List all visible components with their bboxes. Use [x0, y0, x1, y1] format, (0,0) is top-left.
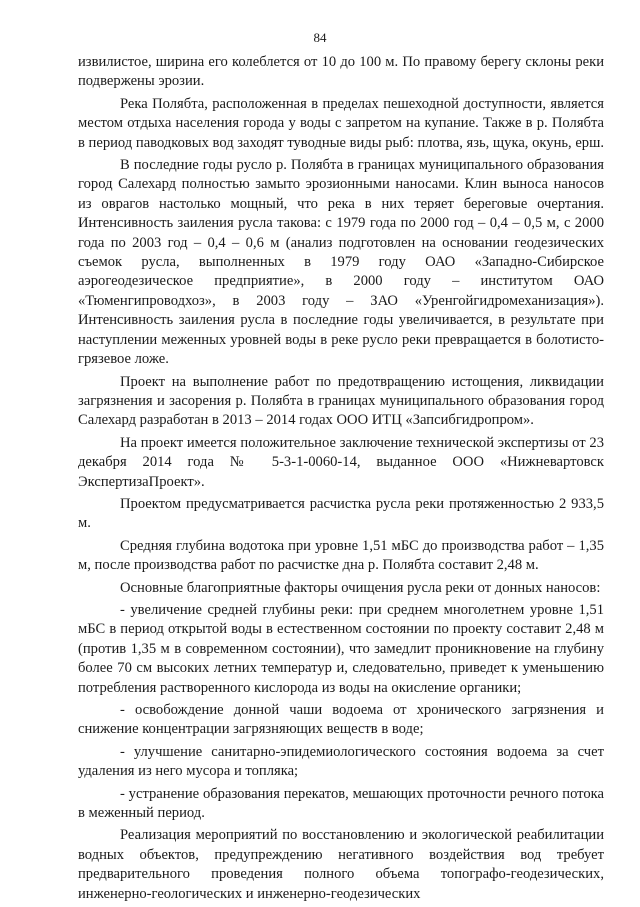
document-body [78, 53, 604, 907]
paragraph: Река Полябта, расположенная в пределах пешеходной доступности, является местом отдыха населения города у воды с запретом на купание. Также в р. Полябта в период паводковых вод заходят туводные виды рыб: плотва, язь, щука, окунь, ерш. [78, 95, 604, 151]
paragraph: извилистое, ширина его колеблется от 10 до 100 м. По правому берегу склоны реки подвержены эрозии. [78, 54, 604, 90]
paragraph: Средняя глубина водотока при уровне 1,51 мБС до производства работ – 1,35 м, после производства работ по расчистке дна р. Полябта составит 2,48 м. [78, 537, 604, 574]
list-item: - устранение образования перекатов, мешающих проточности речного потока в меженный период. [78, 785, 604, 822]
list-item: - увеличение средней глубины реки: при среднем многолетнем уровне 1,51 мБС в период открытой воды в естественном состоянии по проекту составит 2,48 м (против 1,35 м в современном состоянии), что замедлит проникновение на глубину более 70 см высоких летних температур и, следовательно, приведет к уменьшению потребления растворенного кислорода из воды на окисление органики; [78, 601, 604, 696]
list-item: - улучшение санитарно-эпидемиологического состояния водоема за счет удаления из него мусора и топляка; [78, 743, 604, 780]
paragraph: В последние годы русло р. Полябта в границах муниципального образования город Салехард полностью замыто эрозионными наносами. Клин выноса наносов из оврагов настолько мощный, что река в них теряет береговые очертания. Интенсивность заиления русла такова: с 1979 года по 2000 год – 0,4 – 0,5 м, с 2000 года по 2003 год – 0,4 – 0,6 м (анализ подготовлен на основании геодезических съемок русла, выполненных в 1979 году ОАО «Западно-Сибирское аэрогеодезическое предприятие», в 2000 году – институтом ОАО «Тюменгипроводхоз», в 2003 году – ЗАО «Уренгойгидромеханизация»). Интенсивность заиления русла в последние годы увеличивается, в результате при наступлении меженных уровней воды в реке русло реки превращается в болотисто-грязевое ложе. [78, 157, 604, 368]
paragraph: Реализация мероприятий по восстановлению и экологической реабилитации водных объектов, предупреждению негативного воздействия вод требует предварительного проведения полного объема топографо-геодезических, инженерно-геологических и инженерно-геодезических [78, 827, 604, 902]
page-number: 84 [313, 30, 327, 45]
paragraph: На проект имеется положительное заключение технической экспертизы от 23 декабря 2014 года № 5-3-1-0060-14, выданное ООО «Нижневартовск ЭкспертизаПроект». [78, 434, 604, 490]
paragraph: Проект на выполнение работ по предотвращению истощения, ликвидации загрязнения и засорения р. Полябта в границах муниципального образования город Салехард разработан в 2013 – 2014 годах ООО ИТЦ «Запсибгидропром». [78, 373, 604, 429]
paragraph: Основные благоприятные факторы очищения русла реки от донных наносов: [120, 579, 601, 596]
paragraph: Проектом предусматривается расчистка русла реки протяженностью 2 933,5 м. [78, 495, 604, 532]
list-item: - освобождение донной чаши водоема от хронического загрязнения и снижение концентрации загрязняющих веществ в воде; [78, 702, 604, 738]
